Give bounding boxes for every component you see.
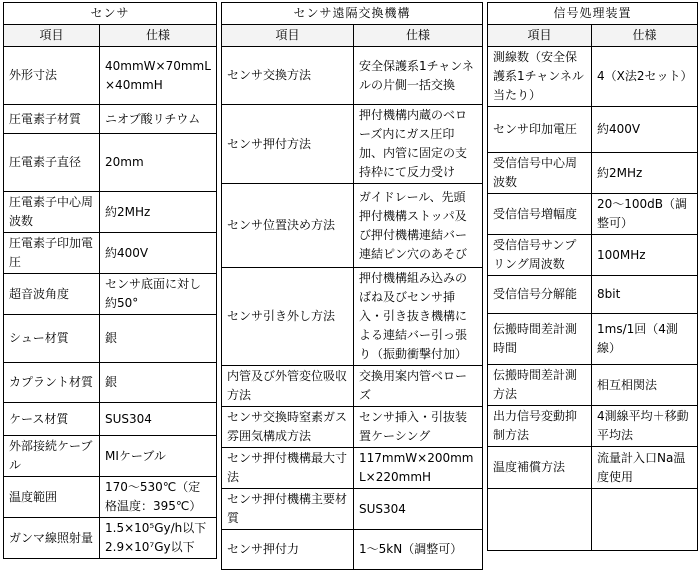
row-item: 受信信号サンプリング周波数 — [488, 235, 592, 276]
row-item: 出力信号変動抑制方法 — [488, 406, 592, 447]
row-spec: 4測線平均＋移動平均法 — [592, 406, 698, 447]
row-spec: 交換用案内管ベローズ — [354, 366, 483, 407]
row-spec: 押付機構内蔵のベローズ内にガス圧印加、内管に固定の支持枠にて反力受け — [354, 105, 483, 184]
row-item: 受信信号中心周波数 — [488, 153, 592, 194]
row-item: 超音波角度 — [4, 274, 100, 315]
row-spec: MIケーブル — [100, 436, 217, 477]
row-item: 圧電素子材質 — [4, 105, 100, 134]
row-spec: 約2MHz — [592, 153, 698, 194]
table-row — [222, 530, 483, 570]
table-row — [4, 105, 217, 134]
table-row — [4, 134, 217, 192]
table-row — [488, 194, 698, 235]
row-spec: 20mm — [100, 134, 217, 192]
table-row — [4, 477, 217, 518]
row-spec: 1.5×10⁵Gy/h以下 2.9×10⁷Gy以下 — [100, 518, 217, 559]
row-item: ガンマ線照射量 — [4, 518, 100, 559]
row-spec: SUS304 — [354, 489, 483, 530]
signal-title: 信号処理装置 — [488, 3, 698, 25]
row-spec: 銀 — [100, 315, 217, 363]
table-row — [488, 235, 698, 276]
table-row — [488, 447, 698, 489]
signal-col-item: 項目 — [488, 25, 592, 47]
row-item: センサ押付機構主要材質 — [222, 489, 354, 530]
row-spec: SUS304 — [100, 403, 217, 436]
remote-col-item: 項目 — [222, 25, 354, 47]
row-item: 伝搬時間差計測時間 — [488, 314, 592, 365]
table-row — [4, 363, 217, 403]
row-item: 受信信号分解能 — [488, 276, 592, 314]
row-item: 外形寸法 — [4, 47, 100, 105]
row-item: 圧電素子印加電圧 — [4, 233, 100, 274]
row-spec: 約400V — [592, 107, 698, 153]
table-row — [4, 192, 217, 233]
row-item: 温度補償方法 — [488, 447, 592, 489]
row-item: センサ押付力 — [222, 530, 354, 570]
row-spec: ニオブ酸リチウム — [100, 105, 217, 134]
sensor-table — [3, 2, 217, 559]
row-spec: 117mmW×200mmL×220mmH — [354, 448, 483, 489]
table-row — [488, 276, 698, 314]
table-row — [4, 47, 217, 105]
row-spec: 40mmW×70mmL×40mmH — [100, 47, 217, 105]
table-row — [222, 489, 483, 530]
row-item: センサ交換方法 — [222, 47, 354, 105]
remote-exchange-table — [221, 2, 483, 570]
table-row — [222, 448, 483, 489]
table-row — [488, 153, 698, 194]
row-spec: 170～530℃（定格温度：395℃） — [100, 477, 217, 518]
row-spec: センサ挿入・引抜装置ケーシング — [354, 407, 483, 448]
row-spec: 安全保護系1チャンネルの片側一括交換 — [354, 47, 483, 105]
row-spec: 20～100dB（調整可） — [592, 194, 698, 235]
row-item: カプラント材質 — [4, 363, 100, 403]
row-item: シュー材質 — [4, 315, 100, 363]
row-item: センサ引き外し方法 — [222, 268, 354, 366]
table-row — [4, 274, 217, 315]
row-spec: 1ms/1回（4測線） — [592, 314, 698, 365]
row-item: センサ印加電圧 — [488, 107, 592, 153]
table-row — [488, 47, 698, 107]
remote-title: センサ遠隔交換機構 — [222, 3, 483, 25]
remote-col-spec: 仕様 — [354, 25, 483, 47]
row-spec: ガイドレール、先頭押付機構ストッパ及び押付機構連結バー連結ピン穴のあそび — [354, 184, 483, 268]
signal-col-spec: 仕様 — [592, 25, 698, 47]
row-spec: 4（X法2セット） — [592, 47, 698, 107]
table-row — [4, 233, 217, 274]
table-row — [222, 268, 483, 366]
row-spec: 押付機構組み込みのばね及びセンサ挿入・引き抜き機構による連結バー引っ張り（振動衝撃付加） — [354, 268, 483, 366]
row-item-empty — [488, 489, 592, 551]
row-item: 温度範囲 — [4, 477, 100, 518]
row-item: 内管及び外管変位吸収方法 — [222, 366, 354, 407]
row-item: 圧電素子直径 — [4, 134, 100, 192]
row-item: センサ位置決め方法 — [222, 184, 354, 268]
table-row — [4, 403, 217, 436]
row-item: センサ押付方法 — [222, 105, 354, 184]
row-spec: 流量計入口Na温度使用 — [592, 447, 698, 489]
table-row — [488, 365, 698, 406]
row-item: 測線数（安全保護系1チャンネル当たり） — [488, 47, 592, 107]
row-spec: 約400V — [100, 233, 217, 274]
row-item: ケース材質 — [4, 403, 100, 436]
signal-processor-table — [487, 2, 698, 551]
row-spec-empty — [592, 489, 698, 551]
spec-sheet — [3, 2, 697, 556]
row-spec: センサ底面に対し約50° — [100, 274, 217, 315]
row-spec: 相互相関法 — [592, 365, 698, 406]
table-row — [222, 184, 483, 268]
row-item: センサ押付機構最大寸法 — [222, 448, 354, 489]
row-spec: 100MHz — [592, 235, 698, 276]
table-row — [488, 107, 698, 153]
row-spec: 8bit — [592, 276, 698, 314]
table-row — [488, 314, 698, 365]
table-row — [222, 366, 483, 407]
sensor-title: センサ — [4, 3, 217, 25]
table-row — [222, 407, 483, 448]
sensor-col-spec: 仕様 — [100, 25, 217, 47]
table-row — [4, 315, 217, 363]
table-row — [222, 47, 483, 105]
row-item: 圧電素子中心周波数 — [4, 192, 100, 233]
table-row — [4, 518, 217, 559]
table-row-empty — [488, 489, 698, 551]
row-item: 外部接続ケーブル — [4, 436, 100, 477]
row-item: センサ交換時窒素ガス雰囲気構成方法 — [222, 407, 354, 448]
table-row — [4, 436, 217, 477]
row-item: 伝搬時間差計測方法 — [488, 365, 592, 406]
row-spec: 約2MHz — [100, 192, 217, 233]
row-item: 受信信号増幅度 — [488, 194, 592, 235]
table-row — [222, 105, 483, 184]
row-spec: 銀 — [100, 363, 217, 403]
row-spec: 1～5kN（調整可） — [354, 530, 483, 570]
sensor-col-item: 項目 — [4, 25, 100, 47]
table-row — [488, 406, 698, 447]
